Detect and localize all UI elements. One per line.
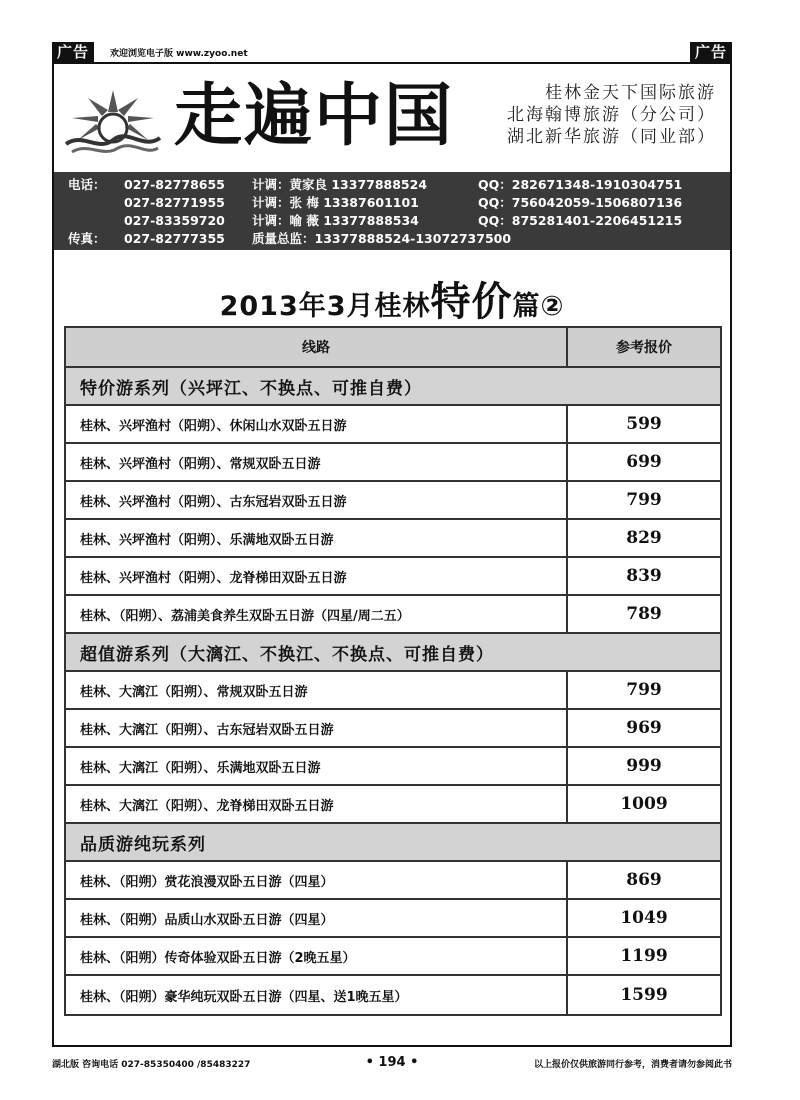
price-cell: 839 (626, 566, 662, 586)
price-table (64, 326, 722, 1016)
contact-phone: 027-82778655 (124, 177, 225, 192)
agency-name: 湖北新华旅游（同业部） (507, 127, 716, 147)
footer-disclaimer: 以上报价仅供旅游同行参考，消费者请勿参阅此书 (533, 1060, 732, 1070)
price-cell: 699 (626, 452, 662, 472)
price-cell: 1049 (620, 908, 668, 928)
agency-name: 北海翰博旅游（分公司） (507, 105, 716, 125)
table-row (66, 786, 720, 824)
section-header (66, 824, 720, 862)
table-row (66, 520, 720, 558)
contact-phone: 027-83359720 (124, 213, 225, 228)
table-row (66, 406, 720, 444)
table-row (66, 596, 720, 634)
table-row (66, 976, 720, 1014)
page-title-big: 特价 (430, 279, 513, 325)
route-cell: 桂林、兴坪渔村（阳朔）、古东冠岩双卧五日游 (66, 482, 568, 518)
table-row (66, 444, 720, 482)
table-row (66, 938, 720, 976)
section-header (66, 634, 720, 672)
section-title: 品质游纯玩系列 (80, 834, 206, 855)
contact-qq: QQ：282671348-1910304751 (478, 177, 683, 192)
route-cell: 桂林、（阳朔）赏花浪漫双卧五日游（四星） (66, 862, 568, 898)
route-cell: 桂林、兴坪渔村（阳朔）、常规双卧五日游 (66, 444, 568, 480)
price-cell: 1009 (620, 794, 668, 814)
contact-row (68, 176, 682, 194)
contact-bar (54, 172, 730, 250)
section-title: 特价游系列（兴坪江、不换点、可推自费） (80, 378, 422, 399)
brand-banner (54, 64, 730, 172)
brand-title: 走遍中国 (174, 76, 455, 156)
table-row (66, 900, 720, 938)
table-row (66, 482, 720, 520)
page-number: • 194 • (365, 1055, 419, 1070)
route-cell: 桂林、大漓江（阳朔）、古东冠岩双卧五日游 (66, 710, 568, 746)
section-header (66, 368, 720, 406)
agency-list (507, 82, 716, 148)
contact-phone: 027-82777355 (124, 231, 225, 246)
table-row (66, 710, 720, 748)
price-cell: 799 (626, 490, 662, 510)
price-cell: 869 (626, 870, 662, 890)
agency-name: 桂林金天下国际旅游 (545, 83, 716, 103)
price-cell: 969 (626, 718, 662, 738)
table-row (66, 862, 720, 900)
table-row (66, 748, 720, 786)
page-title-pre: 2013年3月桂林 (219, 291, 431, 322)
contact-qq: QQ：875281401-2206451215 (478, 213, 683, 228)
price-cell: 1599 (620, 985, 668, 1005)
contact-row (68, 212, 682, 230)
col-price-header: 参考报价 (616, 340, 672, 356)
table-header (66, 328, 720, 368)
contact-qq: QQ：756042059-1506807136 (478, 195, 683, 210)
price-cell: 799 (626, 680, 662, 700)
contact-row (68, 194, 682, 212)
col-route-header: 线路 (66, 328, 568, 366)
table-row (66, 558, 720, 596)
contact-label: 电话： (68, 177, 106, 192)
price-cell: 1199 (620, 946, 668, 966)
route-cell: 桂林、兴坪渔村（阳朔）、乐满地双卧五日游 (66, 520, 568, 556)
ad-frame (52, 62, 732, 1047)
footer-contact: 湖北版 咨询电话 027-85350400 /85483227 (52, 1060, 251, 1070)
contact-planner: 计调：黄家良 13377888524 (252, 177, 428, 192)
route-cell: 桂林、（阳朔）传奇体验双卧五日游（2晚五星） (66, 938, 568, 974)
contact-planner: 质量总监：13377888524-13072737500 (252, 231, 512, 246)
route-cell: 桂林、（阳朔）、荔浦美食养生双卧五日游（四星/周二五） (66, 596, 568, 632)
route-cell: 桂林、大漓江（阳朔）、龙脊梯田双卧五日游 (66, 786, 568, 822)
contact-phone: 027-82771955 (124, 195, 225, 210)
welcome-text: 欢迎浏览电子版 www.zyoo.net (110, 49, 248, 59)
page-title-post: 篇② (512, 291, 565, 322)
route-cell: 桂林、（阳朔）品质山水双卧五日游（四星） (66, 900, 568, 936)
contact-label: 传真： (68, 231, 106, 246)
route-cell: 桂林、（阳朔）豪华纯玩双卧五日游（四星、送1晚五星） (66, 976, 568, 1014)
section-title: 超值游系列（大漓江、不换江、不换点、可推自费） (80, 644, 494, 665)
sun-logo-icon (58, 78, 168, 158)
ad-label-left: 广告 (52, 42, 94, 62)
route-cell: 桂林、大漓江（阳朔）、乐满地双卧五日游 (66, 748, 568, 784)
price-cell: 789 (626, 604, 662, 624)
ad-label-right: 广告 (690, 42, 732, 62)
contact-planner: 计调：张 梅 13387601101 (252, 195, 419, 210)
route-cell: 桂林、兴坪渔村（阳朔）、休闲山水双卧五日游 (66, 406, 568, 442)
page-footer (52, 1055, 732, 1071)
table-row (66, 672, 720, 710)
price-cell: 599 (626, 414, 662, 434)
route-cell: 桂林、大漓江（阳朔）、常规双卧五日游 (66, 672, 568, 708)
price-cell: 829 (626, 528, 662, 548)
route-cell: 桂林、兴坪渔村（阳朔）、龙脊梯田双卧五日游 (66, 558, 568, 594)
page-title (54, 270, 730, 327)
contact-planner: 计调：喻 薇 13377888534 (252, 213, 419, 228)
price-cell: 999 (626, 756, 662, 776)
contact-row (68, 230, 512, 248)
